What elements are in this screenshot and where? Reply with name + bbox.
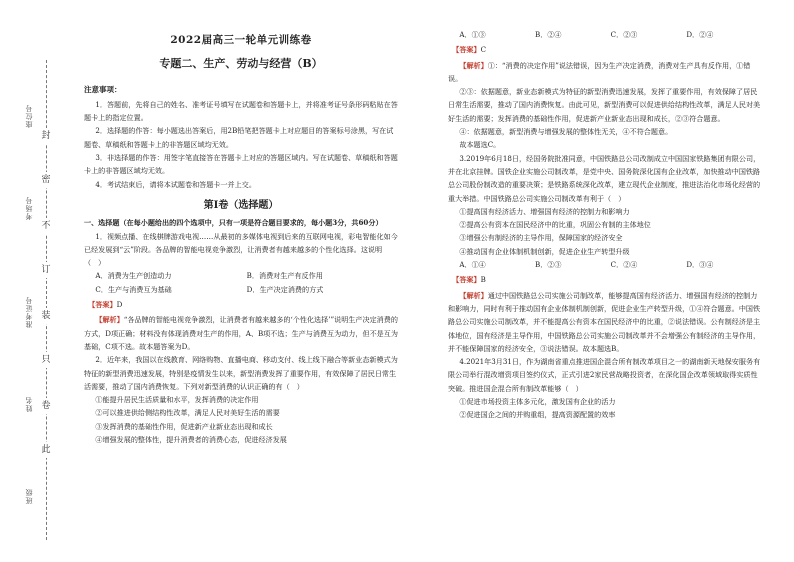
option-d[interactable]: D．生产决定消费的方式 [246,284,324,294]
question-3-answer [452,273,762,286]
left-column [84,28,398,446]
question-3-stem: 3.2019年6月18日，经国务院批准同意，中国铁路总公司改制成立中国国家铁路集团有限公司，并在北京挂牌。国铁企业实施公司制改革，是党中央、国务院深化国有企业改革，加快推动中国铁路总公司股份制改造的重要决策；是铁路系统深化改革，建立现代企业制度，推进法治化市场化经营的重大举措。中国铁路总公司实施公司制改革有利于（ ） [448,153,761,203]
analysis-tag: 【解析】 [459,60,488,70]
section-title: 第Ⅰ卷（选择题） [203,199,279,211]
binding-char: 只 [38,352,54,368]
binding-char: 不 [38,218,54,234]
section-instructions: 一、选择题（在每小题给出的四个选项中，只有一项是符合题目要求的，每小题3分，共60分） [84,218,383,228]
statement-4: ④推动国有企业体制机制创新，促进企业生产转型升级 [459,246,630,256]
question-2-answer [452,43,762,56]
binding-char: 封 [38,128,54,144]
statement-1: ①促进市场投资主体多元化，激发国有企业的活力 [459,397,616,407]
analysis-paragraph: 故本题选C。 [459,140,501,150]
analysis-paragraph: ④：依据题意，新型消费与增强发展的整体性无关，④不符合题意。 [459,127,673,137]
binding-char: 订 [38,262,54,278]
question-1-answer [88,298,398,311]
option-d[interactable]: D．②④ [686,30,714,39]
question-1-analysis: 【解析】“各品牌的智能电视竞争激烈，让消费者有越来越多的‘个性化选择’”说明生产决定消费的方式，D项正确；材料没有体现消费对生产的作用，A、B项不选；生产与消费互为动力，但不是互为基础，C项不选。故本题答案为D。 [84,315,398,351]
statement-2: ②提高公有资本在国民经济中的比重，巩固公有制的主体地位 [459,220,651,230]
answer-value: B [480,275,486,285]
statement-2: ②可以推进供给侧结构性改革，满足人民对美好生活的需要 [95,408,280,418]
option-b[interactable]: B．消费对生产有反作用 [246,271,323,281]
exam-room-field[interactable]: 考场号 [25,196,33,220]
binding-char: 此 [38,442,54,458]
binding-char: 装 [38,308,54,324]
statement-3: ③发挥消费的基础性作用，促进新产业新业态出现和成长 [95,421,273,431]
option-c[interactable]: C．②③ [610,30,638,39]
notice-item: 2．选择题的作答：每小题选出答案后，用2B铅笔把答题卡上对应题目的答案标号涂黑，写在试题卷、草稿纸和答题卡上的非答题区域均无效。 [84,126,394,149]
option-b[interactable]: B．②③ [535,260,562,270]
class-field[interactable]: 班级 [25,488,33,504]
question-1-options [84,269,398,296]
question-2-stem: 2．近年来，我国以在线教育、网络购物、直播电商、移动支付、线上线下融合等新业态新模式为特征的新型消费迅速发展，特别是疫情发生以来，新型消费发挥了重要作用，有效保障了居民日常生活需要，推动了国内消费恢复。下列对新型消费的认识正确的有（ ） [84,355,398,391]
answer-tag: 【答案】 [452,275,481,285]
question-1-stem: 1．视频点播、在线棋牌游戏电视……从最初的多媒体电视到后来的互联网电视，彩电智能化如今已经发展到“云”阶段。各品牌的智能电视竞争激烈，让消费者有越来越多的个性化选择。这说明（ ） [84,231,398,268]
statement-2: ②促进国企之间的并购重组，提高资源配置的效率 [459,410,616,420]
ticket-number-field[interactable]: 准考证号 [25,296,33,328]
answer-tag: 【答案】 [88,300,117,310]
option-a[interactable]: A．①③ [459,30,486,39]
statement-1: ①提高国有经济活力、增强国有经济的控制力和影响力 [459,206,630,216]
analysis-tag: 【解析】 [95,315,124,325]
question-2-analysis: 【解析】①：“消费的决定作用”说法错误，因为生产决定消费，消费对生产具有反作用，①错误。 [448,60,751,83]
option-c[interactable]: C．生产与消费互为基础 [95,284,172,294]
binding-margin [0,0,70,562]
notice-item: 4．考试结束后，请将本试题卷和答题卡一并上交。 [95,179,256,189]
name-field[interactable]: 姓名 [25,396,33,412]
answer-value: D [116,300,123,310]
answer-value: C [480,45,487,55]
option-a[interactable]: A．消费为生产创造动力 [95,271,172,281]
notice-item: 1．答题前，先将自己的姓名、准考证号填写在试题卷和答题卡上，并将准考证号条形码粘贴在答题卡上的指定位置。 [84,99,398,123]
statement-3: ③增强公有制经济的主导作用，保障国家的经济安全 [459,233,623,243]
paper-title: 2022届高三一轮单元训练卷 [170,34,312,46]
analysis-paragraph: ②③：依据题意，新业态新模式为特征的新型消费迅速发展，发挥了重要作用，有效保障了居民日常生活需要，推动了国内消费恢复。由此可见，新型消费可以促进供给结构性改革，满足人民对美好生活的需要；发挥消费的基础性作用，促进新产业新业态出现和成长，②③符合题意。 [448,87,761,123]
option-a[interactable]: A．①④ [459,260,486,270]
binding-char: 卷 [38,398,54,414]
notice-item: 3．非选择题的作答：用签字笔直接答在答题卡上对应的答题区域内。写在试题卷、草稿纸和答题卡上的非答题区域均无效。 [84,153,398,176]
option-d[interactable]: D．③④ [686,260,714,270]
option-c[interactable]: C．②④ [610,260,638,270]
question-4-stem: 4.2021年3月31日，作为湖南省重点推进国企混合所有制改革项目之一的湖南新天地保安服务有限公司举行混改增资项目签约仪式，正式引进2家民营战略投资者，在深化国企改革领域取得实质性突破。推进国企混合所有制改革能够（ ） [448,357,761,393]
statement-1: ①能提升居民生活质量和水平，发挥消费的决定作用 [95,395,259,405]
binding-char: 密 [38,172,54,188]
question-3-options [448,258,762,271]
right-column [448,28,762,422]
option-b[interactable]: B．②④ [535,30,562,39]
statement-4: ④增强发展的整体性，提升消费者的消费心态，促进经济发展 [95,435,287,445]
analysis-tag: 【解析】 [459,290,488,300]
paper-subtitle: 专题二、生产、劳动与经营（B） [159,57,323,71]
notice-heading: 注意事项： [84,84,122,94]
seat-number-field[interactable]: 座位号 [25,104,33,128]
question-2-options [448,28,762,41]
answer-tag: 【答案】 [452,45,481,55]
question-3-analysis: 【解析】通过中国铁路总公司实施公司制改革，能够提高国有经济活力、增强国有经济的控制力和影响力，同时有利于推动国有企业体制机制创新，促进企业生产转型升级，①④符合题意。中国铁路总公司实施公司制改革，并不能提高公有资本在国民经济中的比重，②说法错误。公有制经济是主体地位，国有经济是主导作用，中国铁路总公司实施公司制改革并不会增强公有制经济的主导作用，并不能保障国家的经济安全，③说法错误。故本题选B。 [448,290,761,353]
